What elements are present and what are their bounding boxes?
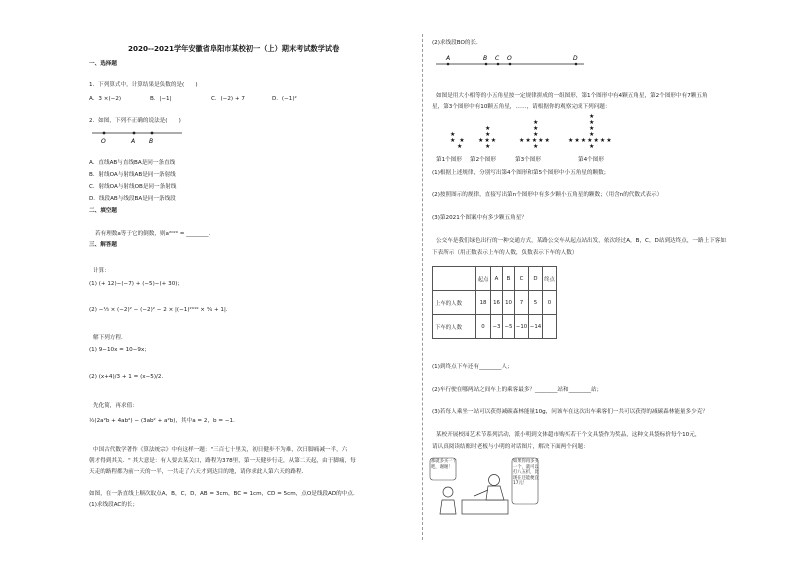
table-cell: 7 <box>515 291 529 315</box>
question-2: 2．如图，下列不正确的说法是( ) <box>89 118 181 124</box>
solve-item-1: (1) 9−10x = 10−9x； <box>89 347 150 353</box>
table-header-cell: D <box>529 267 543 291</box>
table-cell: 18 <box>476 291 491 315</box>
q2-option-d: D．线段AB与线段BA是同一条线段 <box>89 196 176 202</box>
table-row <box>433 291 557 315</box>
table-header-cell: 终点 <box>543 267 557 291</box>
q2-option-c: C．射线OA与射线OB是同一条射线 <box>89 184 177 190</box>
calc-item-2: (2) −¹⁄₃ × (−2)² − (−2)² − 2 × |(−1)²⁰¹⁹ × ³⁄₄ + 1|． <box>89 307 232 313</box>
star-intro-line-2: 星，第3个图形中有10颗五角星，……，请根据你的观察完成下列问题： <box>432 104 611 110</box>
row-label: 下车的人数 <box>433 315 476 339</box>
point-c <box>497 63 500 66</box>
table-header-cell: B <box>503 267 515 291</box>
bus-intro-line-2: 下表所示（用正数表示上车的人数，负数表示下车的人数） <box>432 250 578 256</box>
label-c: C <box>495 55 500 62</box>
solve-prompt: 解下列方程． <box>93 335 127 341</box>
label-a: A <box>446 55 451 62</box>
point-b <box>151 132 154 135</box>
table-cell: 10 <box>503 291 515 315</box>
star-figure-4: ★ ★ ★ ★ ★★★★★★★ ★ <box>568 113 613 150</box>
ancient-problem-line-3: 天走的路程都为前一天的一半，一共走了六天才到达目的地，请你求此人第六天的路程． <box>89 469 308 475</box>
fig-label-2: 第2个图形 <box>470 157 496 163</box>
star-figure-2: ★ ★ ★★★ ★ <box>478 125 498 150</box>
table-cell: 0 <box>543 291 557 315</box>
star-question-3: (3)第2021个图案中有多少颗五角星？ <box>432 215 527 221</box>
table-header-cell: A <box>491 267 503 291</box>
bus-question-3: (3)若每人乘坐一站可以获得减碳森林能量10g，问该车在这次出车乘客们一共可以获得的减碳森林能量多少克？ <box>432 409 708 415</box>
ray-figure <box>90 128 190 148</box>
ancient-problem-line-1: 中国古代数学著作《算法统宗》中有这样一题："三百七十里关，初日健步不为难，次日脚痛减一半，六 <box>93 447 348 453</box>
q1-option-c: C．(−2) + 7 <box>211 96 245 102</box>
point-o <box>509 63 512 66</box>
q2-option-a: A．直线AB与直线BA是同一条直线 <box>89 160 176 166</box>
table-cell: −14 <box>529 315 543 339</box>
table-cell: 5 <box>529 291 543 315</box>
clerk-body <box>486 486 504 500</box>
section-choice-heading: 一、选择题 <box>89 61 117 67</box>
table-cell <box>543 315 557 339</box>
bubble-right-text: 如果你再多买一个，就可以打八五折，比现在还能便宜17元！ <box>513 459 539 486</box>
table-cell: 0 <box>476 315 491 339</box>
column-divider <box>422 34 423 540</box>
label-a: A <box>131 138 136 145</box>
star-figure-3: ★ ★ ★ ★★★★★ ★ <box>519 119 551 150</box>
label-b: B <box>483 55 488 62</box>
star-figure-1: ★ ★ ★ ★ <box>450 131 466 150</box>
q1-option-b: B．|−1| <box>150 96 172 102</box>
bus-intro-line-1: 公交车是我们绿色出行的一种交通方式，某路公交车从起点站出发，依次经过A，B，C，D站到达终点，一路上下客如 <box>436 238 726 244</box>
table-header-cell <box>433 267 476 291</box>
segment-problem: 如图，在一条直线上顺次取点A，B，C，D，AB = 3cm，BC = 1cm，CD = 5cm，点O是线段AD的中点． <box>89 491 359 497</box>
shop-intro-line-2: 请认真阅读结账时老板与小明的对话图片，解决下面两个问题： <box>432 444 589 450</box>
segment-figure <box>436 54 586 70</box>
table-cell: −5 <box>503 315 515 339</box>
star-question-2: (2)按照图示的规律，直接写出第n个图形中有多少颗小五角星的颗数；（用含n的代数式表示） <box>432 192 663 198</box>
q1-option-a: A．3 ×(−2) <box>89 96 122 102</box>
simplify-expression: ½(2a²b + 4ab²) − (3ab² + a²b)，其中a = 2，b = −1. <box>89 418 235 424</box>
label-o: O <box>507 55 512 62</box>
bus-question-2: (2)车行驶在哪两站之间车上的乘客最多？________站和________站； <box>432 387 603 393</box>
boy-head <box>443 487 453 497</box>
section-answer-heading: 三、解答题 <box>89 242 117 248</box>
table-header-row <box>433 267 557 291</box>
label-o: O <box>101 138 106 145</box>
star-question-1: (1)根据上述规律，分别写出第4个图形和第5个图形中小五角星的颗数； <box>432 170 610 176</box>
fig-label-3: 第3个图形 <box>515 157 541 163</box>
bus-question-1: (1)到终点下车还有________人； <box>432 364 513 370</box>
calc-prompt: 计算： <box>93 268 110 274</box>
simplify-prompt: 先化简，再求值： <box>93 403 138 409</box>
point-b <box>485 63 488 66</box>
clerk-head <box>489 475 500 486</box>
bubble-left-text: 那就多买一个吧，谢谢！ <box>431 459 457 470</box>
question-1: 1．下列算式中，计算结果是负数的是( ) <box>89 82 198 88</box>
solve-item-2: (2) (x+4)/3 + 1 = (x−5)/2． <box>89 374 168 380</box>
point-d <box>575 63 578 66</box>
fig-label-4: 第4个图形 <box>578 157 604 163</box>
ancient-problem-line-2: 朝才得到其关．" 其大意是：有人要去某关口，路程为378里，第一天健步行走，从第二天起，由于脚痛，每 <box>89 458 356 464</box>
point-a <box>133 132 136 135</box>
star-intro-line-1: 如图是用大小相等的小五角星按一定规律拼成的一组图形，第1个图形中有4颗五角星，第2个图形中有7颗五角 <box>436 93 708 99</box>
exam-title: 2020--2021学年安徽省阜阳市某校初一（上）期末考试数学试卷 <box>128 44 340 53</box>
shop-intro-line-1: 某校开展校园艺术节系列活动，派小明到文体超市购买若干个文具袋作为奖品，这种文具袋标价每个10元， <box>436 432 701 438</box>
point-o <box>103 132 106 135</box>
point-a <box>447 63 450 66</box>
table-header-cell: 起点 <box>476 267 491 291</box>
segment-question-1: (1)求线段AC的长； <box>89 502 139 508</box>
label-d: D <box>573 55 578 62</box>
table-header-cell: C <box>515 267 529 291</box>
question-3: 若有理数a等于它的倒数，则a²⁰²⁰ = ________. <box>95 231 211 237</box>
section-fill-heading: 二、填空题 <box>89 208 117 214</box>
table-cell: −3 <box>491 315 503 339</box>
row-label: 上车的人数 <box>433 291 476 315</box>
label-b: B <box>149 138 154 145</box>
table-row <box>433 315 557 339</box>
bus-table <box>432 266 557 339</box>
boy-body <box>440 500 456 514</box>
segment-question-2: (2)求线段BO的长． <box>432 40 482 46</box>
calc-item-1: (1) (+ 12)−(−7) + (−5)−(+ 30)； <box>89 281 184 287</box>
table-cell: −10 <box>515 315 529 339</box>
table-cell: 16 <box>491 291 503 315</box>
q1-option-d: D．(−1)² <box>272 96 297 102</box>
q2-option-b: B．射线OA与射线AB是同一条射线 <box>89 172 176 178</box>
fig-label-1: 第1个图形 <box>436 157 462 163</box>
shop-counter <box>462 500 508 514</box>
